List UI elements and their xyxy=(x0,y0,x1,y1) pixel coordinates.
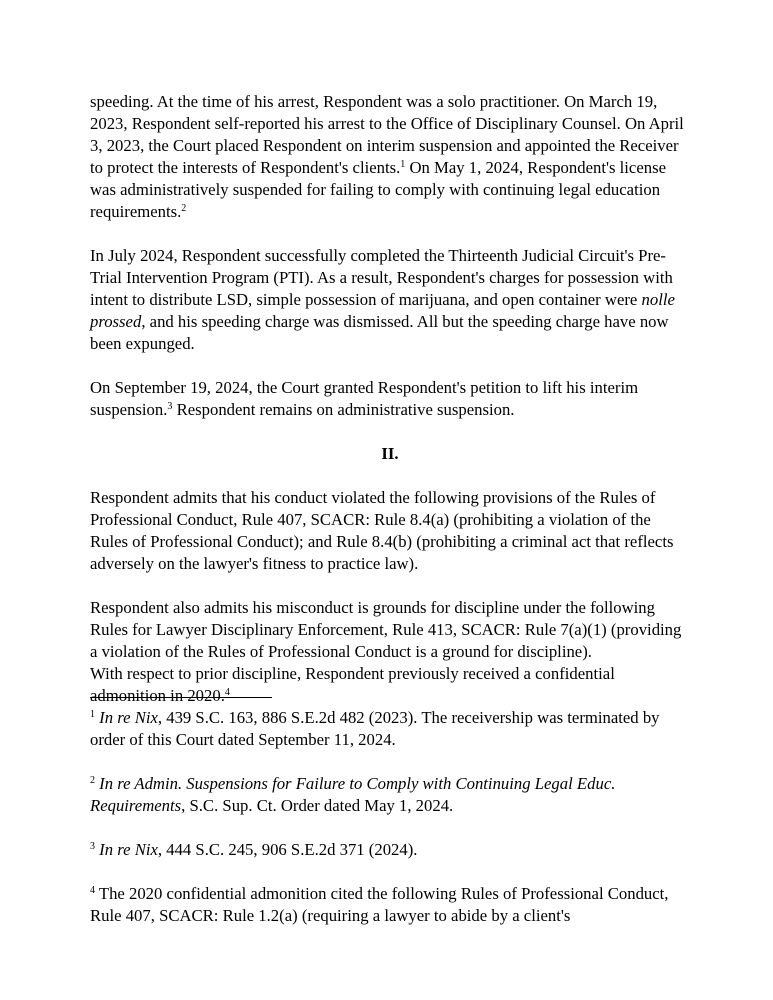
paragraph-text: In July 2024, Respondent successfully completed the Thirteenth Judicial Circuit's Pre-Trial Intervention Program (PTI). As a result, Respondent's charges for possession with intent to distribute LSD, simple possession of marijuana, and open container were xyxy=(90,246,673,309)
footnote-number: 1 xyxy=(90,709,95,720)
paragraph-text: , and his speeding charge was dismissed. All but the speeding charge have now been expunged. xyxy=(90,312,669,353)
footnote-3 xyxy=(90,839,690,861)
footnote-ref-4[interactable]: 4 xyxy=(224,687,230,698)
paragraph-text: speeding. At the time of his arrest, Respondent was a solo practitioner. On March 19, 2023, Respondent self-reported his arrest to the Office of Disciplinary Counsel. On April 3, 2023, the Court placed Respondent on interim suspension and appointed the Receiver to protect the interests of Respondent's clients. xyxy=(90,92,684,177)
paragraph-pti xyxy=(90,245,690,355)
footnotes xyxy=(90,707,690,927)
italic-term: nolle prossed xyxy=(90,290,675,331)
footnote-4 xyxy=(90,883,690,927)
footnote-number: 4 xyxy=(90,885,95,896)
case-citation: In re Admin. Suspensions for Failure to Comply with Continuing Legal Educ. Requirements xyxy=(90,774,616,815)
footnote-ref-1[interactable]: 1 xyxy=(400,159,406,170)
footnote-text: , 444 S.C. 245, 906 S.E.2d 371 (2024). xyxy=(157,840,418,859)
section-heading: II. xyxy=(381,444,399,463)
footnote-text: , 439 S.C. 163, 886 S.E.2d 482 (2023). The receivership was terminated by order of this Court dated September 11, 2024. xyxy=(90,708,660,749)
footnote-1 xyxy=(90,707,690,751)
paragraph-text: With respect to prior discipline, Respondent previously received a confidential admonition in 2020. xyxy=(90,664,615,705)
paragraph-lift-suspension xyxy=(90,377,690,421)
footnote-ref-2[interactable]: 2 xyxy=(181,203,187,214)
footnote-text: The 2020 confidential admonition cited the following Rules of Professional Conduct, Rule 407, SCACR: Rule 1.2(a) (requiring a lawyer to abide by a client's xyxy=(90,884,669,925)
footnote-2 xyxy=(90,773,690,817)
footnote-number: 2 xyxy=(90,775,95,786)
case-citation: In re Nix xyxy=(99,840,158,859)
footnote-separator xyxy=(90,697,272,698)
paragraph-text: On May 1, 2024, Respondent's license was administratively suspended for failing to comply with continuing legal education requirements. xyxy=(90,158,666,221)
footnote-ref-3[interactable]: 3 xyxy=(167,401,173,412)
body-text xyxy=(90,91,690,707)
paragraph-grounds-for-discipline: Respondent also admits his misconduct is grounds for discipline under the following Rules for Lawyer Disciplinary Enforcement, Rule 413, SCACR: Rule 7(a)(1) (providing a violation of the Rules of Professional Conduct is a ground for discipline). xyxy=(90,598,682,661)
paragraph-rule-violations: Respondent admits that his conduct violated the following provisions of the Rules of Professional Conduct, Rule 407, SCACR: Rule 8.4(a) (prohibiting a violation of the Rules of Professional Conduct); and Rule 8.4(b) (prohibiting a criminal act that reflects adversely on the lawyer's fitness to practice law). xyxy=(90,488,674,573)
footnote-text: , S.C. Sup. Ct. Order dated May 1, 2024. xyxy=(181,796,454,815)
paragraph-arrest-and-suspension xyxy=(90,91,690,223)
paragraph-text: Respondent remains on administrative suspension. xyxy=(172,400,515,419)
paragraph-text: On September 19, 2024, the Court granted Respondent's petition to lift his interim suspension. xyxy=(90,378,639,419)
footnote-number: 3 xyxy=(90,841,95,852)
paragraph-prior-discipline xyxy=(90,663,690,707)
case-citation: In re Nix xyxy=(99,708,158,727)
